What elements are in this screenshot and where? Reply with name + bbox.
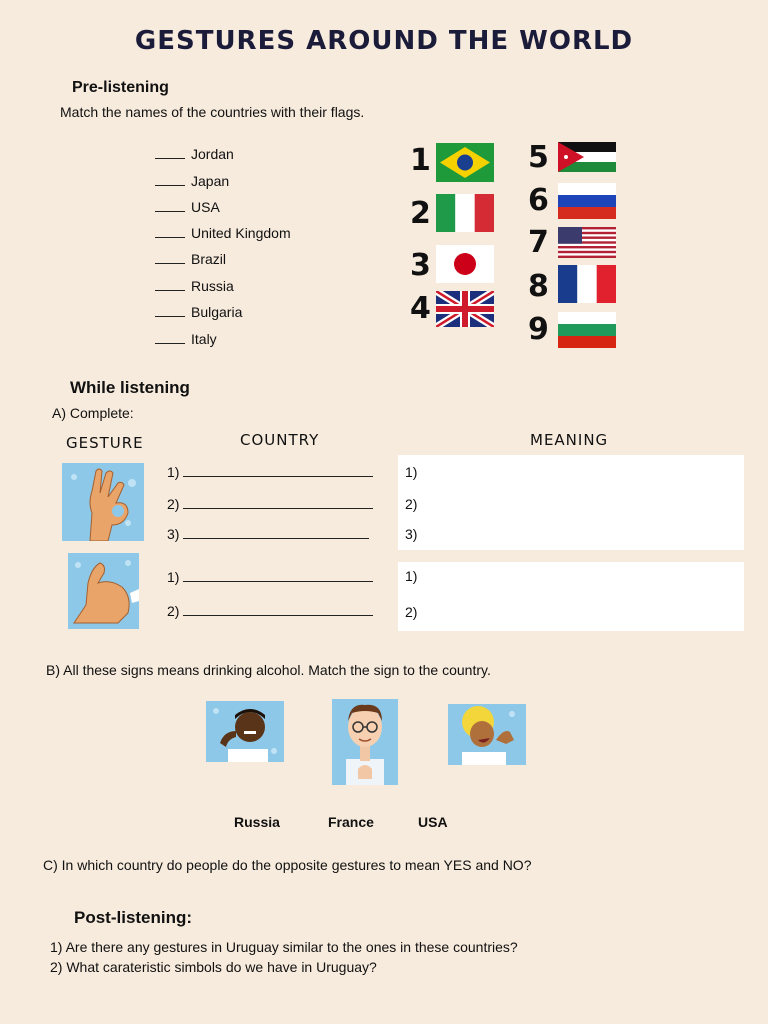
list-item: Brazil <box>155 251 226 267</box>
flag-number: 2 <box>410 196 431 231</box>
page-title: GESTURES AROUND THE WORLD <box>134 26 634 56</box>
column-header-gesture: GESTURE <box>66 434 144 452</box>
list-item: Italy <box>155 331 217 347</box>
drinking-gesture-image-3 <box>448 704 526 765</box>
ok-gesture-image <box>62 463 144 541</box>
meaning-row-label: 2) <box>405 604 418 620</box>
list-item: Jordan <box>155 146 234 162</box>
column-header-meaning: MEANING <box>530 431 609 449</box>
meaning-row-label: 2) <box>405 496 418 512</box>
section-b-text: B) All these signs means drinking alcohol. Match the sign to the country. <box>46 662 491 678</box>
list-item: Bulgaria <box>155 304 242 320</box>
meaning-row-label: 1) <box>405 464 418 480</box>
post-question-2: 2) What carateristic simbols do we have in Uruguay? <box>50 959 377 975</box>
list-item: United Kingdom <box>155 225 291 241</box>
country-answer-line[interactable]: 2) <box>167 496 373 512</box>
hand-fingertips-icon <box>68 553 139 629</box>
brazil-flag-icon <box>436 143 494 182</box>
country-answer-line[interactable]: 1) <box>167 464 373 480</box>
man-flicking-neck-icon <box>206 701 284 762</box>
japan-flag-icon <box>436 245 494 283</box>
france-flag-icon <box>558 265 616 303</box>
meaning-row-label: 3) <box>405 526 418 542</box>
man-with-glasses-icon <box>332 699 398 785</box>
fingertips-gesture-image <box>68 553 139 629</box>
flag-number: 7 <box>528 225 549 260</box>
list-item: Russia <box>155 278 234 294</box>
flag-number: 3 <box>410 248 431 283</box>
column-header-country: COUNTRY <box>240 431 320 449</box>
country-label-france: France <box>328 814 374 830</box>
flag-number: 6 <box>528 183 549 218</box>
pre-instruction: Match the names of the countries with their flags. <box>60 104 365 120</box>
country-answer-line[interactable]: 1) <box>167 569 373 585</box>
meaning-box[interactable] <box>398 455 744 550</box>
bulgaria-flag-icon <box>558 312 616 348</box>
country-label-usa: USA <box>418 814 448 830</box>
country-label-russia: Russia <box>234 814 280 830</box>
hand-ok-icon <box>62 463 144 541</box>
usa-flag-icon <box>558 227 616 258</box>
flag-number: 1 <box>410 143 431 178</box>
meaning-box[interactable] <box>398 562 744 631</box>
country-answer-line[interactable]: 2) <box>167 603 373 619</box>
uk-flag-icon <box>436 291 494 327</box>
post-listening-heading: Post-listening: <box>74 908 193 927</box>
drinking-gesture-image-2 <box>332 699 398 785</box>
russia-flag-icon <box>558 183 616 219</box>
jordan-flag-icon <box>558 142 616 172</box>
flag-number: 4 <box>410 291 431 326</box>
list-item: Japan <box>155 173 229 189</box>
italy-flag-icon <box>436 194 494 232</box>
drinking-gesture-image-1 <box>206 701 284 762</box>
list-item: USA <box>155 199 220 215</box>
woman-drinking-gesture-icon <box>448 704 526 765</box>
flag-number: 5 <box>528 140 549 175</box>
section-a-label: A) Complete: <box>52 405 134 421</box>
section-c-text: C) In which country do people do the opposite gestures to mean YES and NO? <box>43 857 532 873</box>
post-question-1: 1) Are there any gestures in Uruguay similar to the ones in these countries? <box>50 939 518 955</box>
pre-listening-heading: Pre-listening <box>72 79 169 96</box>
flag-number: 9 <box>528 312 549 347</box>
meaning-row-label: 1) <box>405 568 418 584</box>
flag-number: 8 <box>528 269 549 304</box>
while-listening-heading: While listening <box>70 378 190 397</box>
country-answer-line[interactable]: 3) <box>167 526 369 542</box>
